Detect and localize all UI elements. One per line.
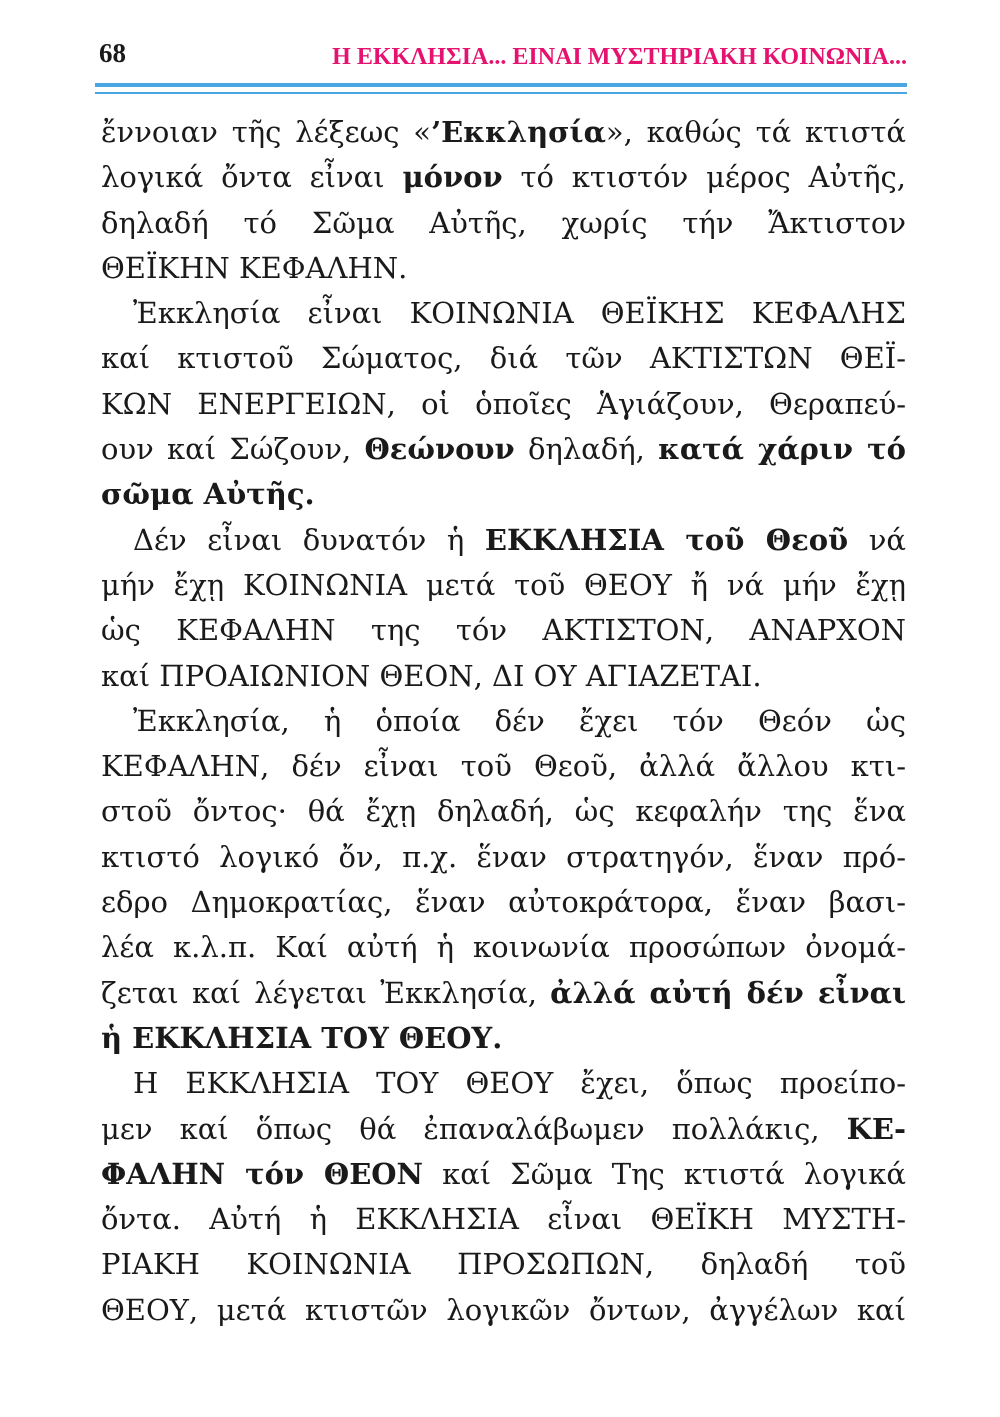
text-line: ουν καί Σώζουν, Θεώνουν δηλαδή, κατά χάριν τό xyxy=(101,432,906,467)
text-line: ΘΕΟΥ, μετά κτιστῶν λογικῶν ὄντων, ἀγγέλων καί xyxy=(101,1292,906,1327)
text-line: λογικά ὄντα εἶναι μόνον τό κτιστόν μέρος Αὐτῆς, xyxy=(101,160,906,195)
text-line: Δέν εἶναι δυνατόν ἡ ΕΚΚΛΗΣΙΑ τοῦ Θεοῦ νά xyxy=(133,522,906,557)
text-line: λέα κ.λ.π. Καί αὐτή ἡ κοινωνία προσώπων ὀνομά- xyxy=(101,930,906,965)
text-line: Ἐκκλησία, ἡ ὁποία δέν ἔχει τόν Θεόν ὡς xyxy=(133,703,906,738)
page-number: 68 xyxy=(99,38,126,68)
text-line: καί ΠΡΟΑΙΩΝΙΟΝ ΘΕΟΝ, ΔΙ ΟΥ ΑΓΙΑΖΕΤΑΙ. xyxy=(101,658,762,693)
text-line: ὡς ΚΕΦΑΛΗΝ της τόν ΑΚΤΙΣΤΟΝ, ΑΝΑΡΧΟΝ xyxy=(101,613,906,648)
text-line: ΚΕΦΑΛΗΝ, δέν εἶναι τοῦ Θεοῦ, ἀλλά ἄλλου κτι- xyxy=(101,749,906,784)
header-rule-thick xyxy=(95,83,907,87)
page-header xyxy=(95,38,907,78)
text-line: καί κτιστοῦ Σώματος, διά τῶν ΑΚΤΙΣΤΩΝ ΘΕΪ- xyxy=(101,341,906,376)
text-line: μεν καί ὅπως θά ἐπαναλάβωμεν πολλάκις, ΚΕ- xyxy=(101,1111,906,1146)
text-line: Ἐκκλησία εἶναι ΚΟΙΝΩΝΙΑ ΘΕΪΚΗΣ ΚΕΦΑΛΗΣ xyxy=(133,296,906,331)
text-line: Η ΕΚΚΛΗΣΙΑ ΤΟΥ ΘΕΟΥ ἔχει, ὅπως προείπο- xyxy=(133,1066,906,1101)
text-line: στοῦ ὄντος· θά ἔχῃ δηλαδή, ὡς κεφαλήν της ἕνα xyxy=(101,794,906,829)
text-line: ΘΕΪΚΗΝ ΚΕΦΑΛΗΝ. xyxy=(101,250,408,285)
text-line: ΡΙΑΚΗ ΚΟΙΝΩΝΙΑ ΠΡΟΣΩΠΩΝ, δηλαδή τοῦ xyxy=(101,1247,906,1282)
body-text xyxy=(101,110,906,1333)
text-line: ζεται καί λέγεται Ἐκκλησία, ἀλλά αὐτή δέν εἶναι xyxy=(101,975,906,1010)
text-line: μήν ἔχῃ ΚΟΙΝΩΝΙΑ μετά τοῦ ΘΕΟΥ ἤ νά μήν ἔχῃ xyxy=(101,567,906,602)
text-line: σῶμα Αὐτῆς. xyxy=(101,477,315,512)
running-title: Η ΕΚΚΛΗΣΙΑ... ΕΙΝΑΙ ΜΥΣΤΗΡΙΑΚΗ ΚΟΙΝΩΝΙΑ... xyxy=(332,44,907,70)
text-line: εδρο Δημοκρατίας, ἕναν αὐτοκράτορα, ἕναν βασι- xyxy=(101,885,906,920)
header-rule-thin xyxy=(95,92,907,94)
text-line: κτιστό λογικό ὄν, π.χ. ἕναν στρατηγόν, ἕναν πρό- xyxy=(101,839,906,874)
text-line: ὄντα. Αὐτή ἡ ΕΚΚΛΗΣΙΑ εἶναι ΘΕΪΚΗ ΜΥΣΤΗ- xyxy=(101,1202,906,1237)
text-line: ΚΩΝ ΕΝΕΡΓΕΙΩΝ, οἱ ὁποῖες Ἁγιάζουν, Θεραπεύ- xyxy=(101,386,906,421)
text-line: ἔννοιαν τῆς λέξεως «’Εκκλησία», καθώς τά κτιστά xyxy=(101,115,906,149)
text-line: δηλαδή τό Σῶμα Αὐτῆς, χωρίς τήν Ἄκτιστον xyxy=(101,205,906,240)
text-line: ἡ ΕΚΚΛΗΣΙΑ ΤΟΥ ΘΕΟΥ. xyxy=(101,1020,503,1055)
text-line: ΦΑΛΗΝ τόν ΘΕΟΝ καί Σῶμα Της κτιστά λογικά xyxy=(101,1156,906,1191)
